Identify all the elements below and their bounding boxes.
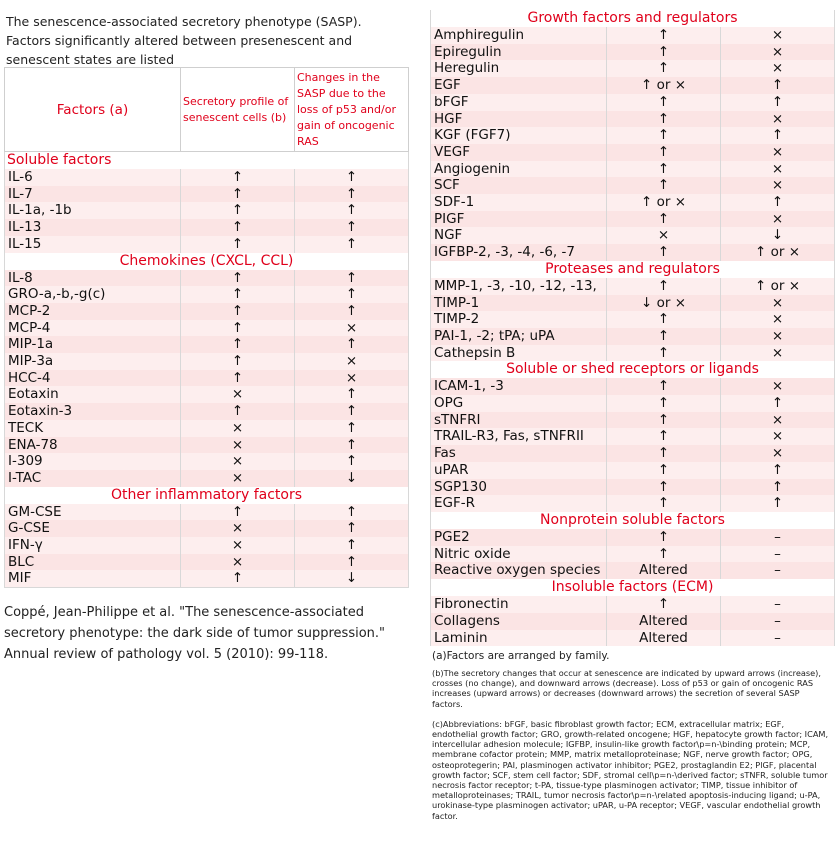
secretory-value: Altered bbox=[607, 630, 721, 647]
secretory-value: ↑ bbox=[181, 403, 295, 420]
secretory-value: Altered bbox=[607, 562, 721, 579]
sasp-change-value: ↑ bbox=[295, 437, 409, 454]
secretory-value: ↑ bbox=[181, 236, 295, 253]
header-factors: Factors (a) bbox=[5, 68, 181, 152]
secretory-value: ↑ bbox=[181, 320, 295, 337]
sasp-change-value: × bbox=[721, 211, 835, 228]
secretory-value: ↑ bbox=[607, 345, 721, 362]
table-row bbox=[5, 420, 409, 437]
factor-name: MIP-1a bbox=[5, 336, 181, 353]
factor-name: MIP-3a bbox=[5, 353, 181, 370]
table-row bbox=[5, 336, 409, 353]
secretory-value: × bbox=[181, 386, 295, 403]
factor-name: IL-13 bbox=[5, 219, 181, 236]
factor-name: OPG bbox=[431, 395, 607, 412]
sasp-change-value: × bbox=[721, 144, 835, 161]
secretory-value: ↑ bbox=[181, 202, 295, 219]
table-row bbox=[431, 345, 835, 362]
secretory-value: × bbox=[181, 437, 295, 454]
sasp-change-value: ↑ bbox=[295, 537, 409, 554]
secretory-value: ↑ bbox=[607, 161, 721, 178]
factor-name: Fas bbox=[431, 445, 607, 462]
table-row bbox=[5, 504, 409, 521]
factor-name: Cathepsin B bbox=[431, 345, 607, 362]
factor-name: PIGF bbox=[431, 211, 607, 228]
sasp-change-value: × bbox=[721, 177, 835, 194]
factor-name: Amphiregulin bbox=[431, 27, 607, 44]
secretory-value: ↑ bbox=[607, 596, 721, 613]
footnote-a: (a)Factors are arranged by family. bbox=[432, 650, 610, 662]
section-title: Growth factors and regulators bbox=[431, 10, 835, 27]
secretory-value: ↑ bbox=[181, 353, 295, 370]
factor-name: SDF-1 bbox=[431, 194, 607, 211]
footnote-c: (c)Abbreviations: bFGF, basic fibroblast growth factor; ECM, extracellular matrix; EGF, endothelial growth factor; GRO, growth-related oncogene; HGF, hepatocyte growth factor; ICAM, intercellular adhesion molecule; IGFBP, insulin-like growth factor\p=n-\binding protein; MCP, membrane cofactor protein; MMP, matrix metalloproteinase; NGF, nerve growth factor; OPG, osteoprotegerin; PAI, plasminogen activator inhibitor; PGE2, prostaglandin E2; PlGF, placental growth factor; SCF, stem cell factor; SDF, stromal cell\p=n-\derived factor; sTNFR, soluble tumor necrosis factor receptor; t-PA, tissue-type plasminogen activator; TIMP, tissue inhibitor of metalloproteinases; TRAIL, tumor necrosis factor\p=n-\related apoptosis-inducing ligand; u-PA, urokinase-type plasminogen activator; uPAR, u-PA receptor; VEGF, vascular endothelial growth factor. bbox=[432, 718, 829, 821]
secretory-value: ↑ bbox=[607, 144, 721, 161]
sasp-change-value: × bbox=[721, 378, 835, 395]
citation: Coppé, Jean-Philippe et al. "The senescence-associated secretory phenotype: the dark side of tumor suppression." Annual review of pathology vol. 5 (2010): 99-118. bbox=[4, 605, 386, 662]
sasp-change-value: × bbox=[721, 445, 835, 462]
table-row bbox=[431, 495, 835, 512]
secretory-value: ↑ bbox=[607, 412, 721, 429]
factor-name: TIMP-2 bbox=[431, 311, 607, 328]
table-row bbox=[5, 286, 409, 303]
factor-name: Eotaxin bbox=[5, 386, 181, 403]
secretory-value: ↑ bbox=[607, 495, 721, 512]
factor-name: I-309 bbox=[5, 453, 181, 470]
table-row bbox=[431, 111, 835, 128]
factor-name: uPAR bbox=[431, 462, 607, 479]
factor-name: HCC-4 bbox=[5, 370, 181, 387]
sasp-change-value: × bbox=[721, 27, 835, 44]
table-row bbox=[5, 353, 409, 370]
secretory-value: ↑ bbox=[607, 328, 721, 345]
secretory-value: ↑ or × bbox=[607, 77, 721, 94]
table-row bbox=[431, 295, 835, 312]
secretory-value: ↑ bbox=[181, 504, 295, 521]
table-row bbox=[431, 144, 835, 161]
factor-name: ENA-78 bbox=[5, 437, 181, 454]
secretory-value: ↑ bbox=[607, 311, 721, 328]
table-row bbox=[5, 270, 409, 287]
table-row bbox=[431, 311, 835, 328]
factor-name: sTNFRI bbox=[431, 412, 607, 429]
secretory-value: × bbox=[181, 554, 295, 571]
secretory-value: ↑ bbox=[607, 44, 721, 61]
secretory-value: ↑ bbox=[607, 94, 721, 111]
secretory-value: ↑ bbox=[607, 479, 721, 496]
table-row bbox=[431, 613, 835, 630]
table-row bbox=[5, 570, 409, 587]
table-caption: The senescence-associated secretory phenotype (SASP). Factors significantly altered between presenescent and senescent states are listed bbox=[6, 14, 362, 67]
sasp-change-value: – bbox=[721, 596, 835, 613]
sasp-change-value: ↑ bbox=[295, 202, 409, 219]
sasp-change-value: ↑ bbox=[295, 386, 409, 403]
sasp-change-value: ↑ bbox=[295, 420, 409, 437]
section-title: Nonprotein soluble factors bbox=[431, 512, 835, 529]
table-row bbox=[431, 546, 835, 563]
sasp-change-value: ↓ bbox=[295, 570, 409, 587]
table-row bbox=[431, 529, 835, 546]
table-row bbox=[5, 537, 409, 554]
secretory-value: ↑ bbox=[607, 244, 721, 261]
factor-name: Laminin bbox=[431, 630, 607, 647]
table-row bbox=[431, 328, 835, 345]
sasp-change-value: × bbox=[721, 412, 835, 429]
sasp-change-value: ↑ or × bbox=[721, 244, 835, 261]
table-row bbox=[431, 562, 835, 579]
table-row bbox=[431, 479, 835, 496]
factor-name: IL-8 bbox=[5, 270, 181, 287]
table-row bbox=[431, 378, 835, 395]
sasp-change-value: ↑ bbox=[721, 479, 835, 496]
factor-name: PGE2 bbox=[431, 529, 607, 546]
factor-name: MIF bbox=[5, 570, 181, 587]
table-row bbox=[431, 77, 835, 94]
secretory-value: ↑ bbox=[607, 177, 721, 194]
sasp-change-value: × bbox=[721, 345, 835, 362]
table-row bbox=[5, 520, 409, 537]
section-header bbox=[431, 512, 835, 529]
factor-name: PAI-1, -2; tPA; uPA bbox=[431, 328, 607, 345]
sasp-change-value: × bbox=[721, 328, 835, 345]
factor-name: Nitric oxide bbox=[431, 546, 607, 563]
secretory-value: ↑ bbox=[181, 270, 295, 287]
factor-name: SCF bbox=[431, 177, 607, 194]
sasp-change-value: ↑ bbox=[721, 395, 835, 412]
factor-name: MCP-2 bbox=[5, 303, 181, 320]
table-row bbox=[431, 428, 835, 445]
table-row bbox=[431, 445, 835, 462]
table-row bbox=[431, 278, 835, 295]
section-header bbox=[431, 261, 835, 278]
factor-name: VEGF bbox=[431, 144, 607, 161]
sasp-change-value: ↑ bbox=[721, 94, 835, 111]
table-row bbox=[431, 630, 835, 647]
secretory-value: Altered bbox=[607, 613, 721, 630]
factor-name: IL-15 bbox=[5, 236, 181, 253]
sasp-change-value: ↓ bbox=[295, 470, 409, 487]
sasp-change-value: ↑ bbox=[295, 219, 409, 236]
section-header bbox=[431, 10, 835, 27]
secretory-value: × bbox=[181, 520, 295, 537]
sasp-change-value: ↑ or × bbox=[721, 278, 835, 295]
secretory-value: × bbox=[181, 470, 295, 487]
secretory-value: ↑ bbox=[607, 395, 721, 412]
sasp-change-value: – bbox=[721, 546, 835, 563]
table-row bbox=[5, 437, 409, 454]
section-title: Chemokines (CXCL, CCL) bbox=[5, 253, 409, 270]
sasp-change-value: – bbox=[721, 562, 835, 579]
table-row bbox=[5, 169, 409, 186]
secretory-value: × bbox=[181, 453, 295, 470]
table-row bbox=[431, 227, 835, 244]
secretory-value: ↑ bbox=[181, 286, 295, 303]
sasp-change-value: ↑ bbox=[721, 77, 835, 94]
secretory-value: ↑ bbox=[607, 378, 721, 395]
sasp-change-value: – bbox=[721, 630, 835, 647]
secretory-value: ↑ bbox=[607, 462, 721, 479]
table-row bbox=[5, 370, 409, 387]
factor-name: MCP-4 bbox=[5, 320, 181, 337]
table-row bbox=[5, 386, 409, 403]
table-row bbox=[5, 202, 409, 219]
factor-name: Heregulin bbox=[431, 60, 607, 77]
table-row bbox=[431, 462, 835, 479]
sasp-change-value: × bbox=[295, 353, 409, 370]
factor-name: Collagens bbox=[431, 613, 607, 630]
sasp-change-value: ↑ bbox=[721, 495, 835, 512]
factor-name: IFN-γ bbox=[5, 537, 181, 554]
secretory-value: ↑ bbox=[181, 570, 295, 587]
sasp-change-value: ↑ bbox=[295, 270, 409, 287]
table-row bbox=[431, 412, 835, 429]
sasp-change-value: × bbox=[721, 44, 835, 61]
factor-name: KGF (FGF7) bbox=[431, 127, 607, 144]
table-row bbox=[431, 60, 835, 77]
secretory-value: ↑ bbox=[607, 127, 721, 144]
factor-name: IL-7 bbox=[5, 186, 181, 203]
section-title: Insoluble factors (ECM) bbox=[431, 579, 835, 596]
factor-name: TECK bbox=[5, 420, 181, 437]
factor-name: EGF-R bbox=[431, 495, 607, 512]
factor-name: IGFBP-2, -3, -4, -6, -7 bbox=[431, 244, 607, 261]
secretory-value: ↑ bbox=[181, 336, 295, 353]
sasp-change-value: × bbox=[721, 295, 835, 312]
table-row bbox=[431, 44, 835, 61]
secretory-value: ↑ bbox=[607, 211, 721, 228]
table-row bbox=[5, 236, 409, 253]
sasp-change-value: ↑ bbox=[295, 186, 409, 203]
factor-name: Eotaxin-3 bbox=[5, 403, 181, 420]
table-row bbox=[5, 320, 409, 337]
factor-name: G-CSE bbox=[5, 520, 181, 537]
table-row bbox=[5, 470, 409, 487]
sasp-change-value: × bbox=[721, 111, 835, 128]
factor-name: HGF bbox=[431, 111, 607, 128]
factor-name: GM-CSE bbox=[5, 504, 181, 521]
section-title: Soluble or shed receptors or ligands bbox=[431, 361, 835, 378]
secretory-value: × bbox=[181, 537, 295, 554]
secretory-value: ↑ bbox=[607, 111, 721, 128]
sasp-change-value: ↑ bbox=[295, 336, 409, 353]
sasp-change-value: × bbox=[721, 161, 835, 178]
table-row bbox=[431, 211, 835, 228]
secretory-value: ↑ bbox=[607, 529, 721, 546]
section-header bbox=[5, 152, 409, 170]
section-header bbox=[5, 253, 409, 270]
secretory-value: ↑ bbox=[181, 370, 295, 387]
secretory-value: ↑ bbox=[607, 428, 721, 445]
factor-name: SGP130 bbox=[431, 479, 607, 496]
secretory-value: ↑ bbox=[181, 186, 295, 203]
secretory-value: ↑ bbox=[181, 219, 295, 236]
secretory-value: ↑ bbox=[607, 278, 721, 295]
sasp-change-value: – bbox=[721, 529, 835, 546]
factor-name: EGF bbox=[431, 77, 607, 94]
sasp-change-value: ↑ bbox=[295, 453, 409, 470]
factor-name: I-TAC bbox=[5, 470, 181, 487]
table-row bbox=[5, 453, 409, 470]
secretory-value: ↑ or × bbox=[607, 194, 721, 211]
sasp-change-value: × bbox=[721, 428, 835, 445]
factor-name: IL-6 bbox=[5, 169, 181, 186]
factor-name: Reactive oxygen species bbox=[431, 562, 607, 579]
secretory-value: ↑ bbox=[607, 445, 721, 462]
section-title: Soluble factors bbox=[5, 152, 409, 170]
factor-name: Fibronectin bbox=[431, 596, 607, 613]
section-title: Other inflammatory factors bbox=[5, 487, 409, 504]
table-row bbox=[5, 403, 409, 420]
sasp-change-value: ↑ bbox=[295, 236, 409, 253]
secretory-value: ↑ bbox=[607, 27, 721, 44]
header-secretory-profile: Secretory profile of senescent cells (b) bbox=[181, 68, 295, 152]
factor-name: TRAIL-R3, Fas, sTNFRII bbox=[431, 428, 607, 445]
secretory-value: × bbox=[607, 227, 721, 244]
table-row bbox=[5, 186, 409, 203]
sasp-change-value: ↑ bbox=[721, 127, 835, 144]
factor-name: IL-1a, -1b bbox=[5, 202, 181, 219]
table-row bbox=[431, 194, 835, 211]
section-header bbox=[5, 487, 409, 504]
factor-name: Angiogenin bbox=[431, 161, 607, 178]
sasp-table-left bbox=[4, 67, 409, 588]
factor-name: ICAM-1, -3 bbox=[431, 378, 607, 395]
sasp-change-value: ↑ bbox=[721, 462, 835, 479]
table-row bbox=[5, 303, 409, 320]
factor-name: TIMP-1 bbox=[431, 295, 607, 312]
secretory-value: ↑ bbox=[181, 303, 295, 320]
table-row bbox=[5, 554, 409, 571]
factor-name: GRO-a,-b,-g(c) bbox=[5, 286, 181, 303]
sasp-change-value: ↑ bbox=[721, 194, 835, 211]
section-header bbox=[431, 361, 835, 378]
sasp-change-value: ↑ bbox=[295, 286, 409, 303]
sasp-table-right bbox=[430, 10, 835, 646]
factor-name: BLC bbox=[5, 554, 181, 571]
factor-name: MMP-1, -3, -10, -12, -13, bbox=[431, 278, 607, 295]
sasp-change-value: ↑ bbox=[295, 403, 409, 420]
table-row bbox=[431, 596, 835, 613]
sasp-change-value: × bbox=[295, 320, 409, 337]
table-row bbox=[431, 27, 835, 44]
sasp-change-value: × bbox=[295, 370, 409, 387]
sasp-change-value: × bbox=[721, 60, 835, 77]
section-title: Proteases and regulators bbox=[431, 261, 835, 278]
sasp-change-value: ↑ bbox=[295, 169, 409, 186]
table-row bbox=[431, 161, 835, 178]
footnote-b: (b)The secretory changes that occur at senescence are indicated by upward arrows (increase), crosses (no change), and downward arrows (decrease). Loss of p53 or gain of oncogenic RAS increases (upward arrows) or decreases (downward arrows) the secretion of several SASP factors. bbox=[432, 668, 821, 709]
table-row bbox=[5, 219, 409, 236]
table-row bbox=[431, 177, 835, 194]
sasp-change-value: ↑ bbox=[295, 520, 409, 537]
table-row bbox=[431, 244, 835, 261]
section-header bbox=[431, 579, 835, 596]
sasp-change-value: ↑ bbox=[295, 504, 409, 521]
factor-name: Epiregulin bbox=[431, 44, 607, 61]
factor-name: bFGF bbox=[431, 94, 607, 111]
sasp-change-value: ↑ bbox=[295, 554, 409, 571]
factor-name: NGF bbox=[431, 227, 607, 244]
table-footnotes bbox=[432, 650, 832, 831]
header-sasp-changes: Changes in the SASP due to the loss of p53 and/or gain of oncogenic RAS bbox=[295, 68, 409, 152]
table-row bbox=[431, 94, 835, 111]
sasp-change-value: – bbox=[721, 613, 835, 630]
secretory-value: × bbox=[181, 420, 295, 437]
table-row bbox=[431, 127, 835, 144]
sasp-change-value: ↓ bbox=[721, 227, 835, 244]
secretory-value: ↑ bbox=[607, 546, 721, 563]
secretory-value: ↑ bbox=[181, 169, 295, 186]
sasp-change-value: ↑ bbox=[295, 303, 409, 320]
secretory-value: ↓ or × bbox=[607, 295, 721, 312]
table-row bbox=[431, 395, 835, 412]
sasp-change-value: × bbox=[721, 311, 835, 328]
secretory-value: ↑ bbox=[607, 60, 721, 77]
